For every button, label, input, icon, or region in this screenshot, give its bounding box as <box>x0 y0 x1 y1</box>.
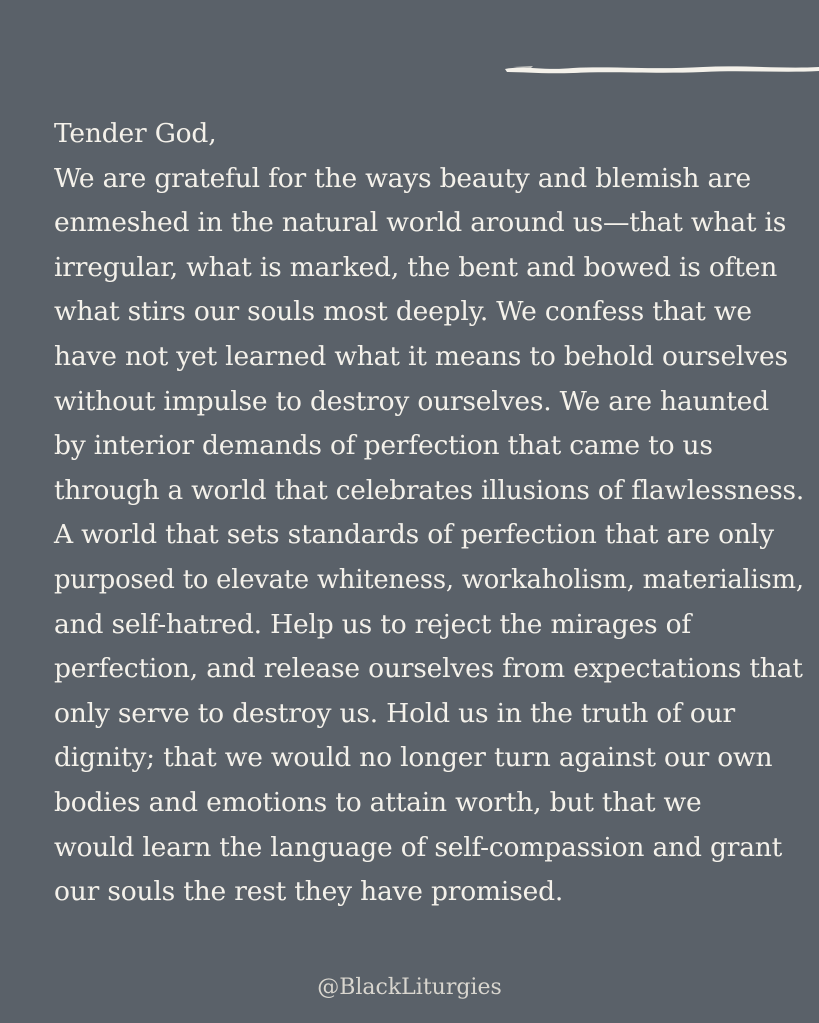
prayer-line: irregular, what is marked, the bent and bowed is often <box>54 251 778 283</box>
brush-stroke-icon <box>503 62 819 76</box>
prayer-line: without impulse to destroy ourselves. We are haunted <box>54 385 769 417</box>
prayer-line: dignity; that we would no longer turn against our own <box>54 742 773 774</box>
prayer-line: would learn the language of self-compassion and grant <box>54 831 783 863</box>
prayer-line: enmeshed in the natural world around us—that what is <box>54 207 787 239</box>
author-handle: @BlackLiturgies <box>317 975 502 1000</box>
prayer-line: We are grateful for the ways beauty and blemish are <box>54 162 752 194</box>
prayer-line: bodies and emotions to attain worth, but that we <box>54 786 702 818</box>
prayer-line: only serve to destroy us. Hold us in the truth of our <box>54 697 735 729</box>
prayer-line: our souls the rest they have promised. <box>54 876 564 908</box>
prayer-line: have not yet learned what it means to behold ourselves <box>54 340 788 372</box>
prayer-line: A world that sets standards of perfection that are only <box>54 519 774 551</box>
prayer-line: by interior demands of perfection that came to us <box>54 430 713 462</box>
prayer-line: through a world that celebrates illusions of flawlessness. <box>54 474 805 506</box>
prayer-line: and self-hatred. Help us to reject the mirages of <box>54 608 691 640</box>
prayer-salutation: Tender God, <box>54 118 217 149</box>
prayer-line: perfection, and release ourselves from expectations that <box>54 653 803 685</box>
prayer-line: what stirs our souls most deeply. We confess that we <box>54 296 752 328</box>
prayer-text <box>54 112 804 915</box>
prayer-line: purposed to elevate whiteness, workaholism, materialism, <box>54 563 804 595</box>
